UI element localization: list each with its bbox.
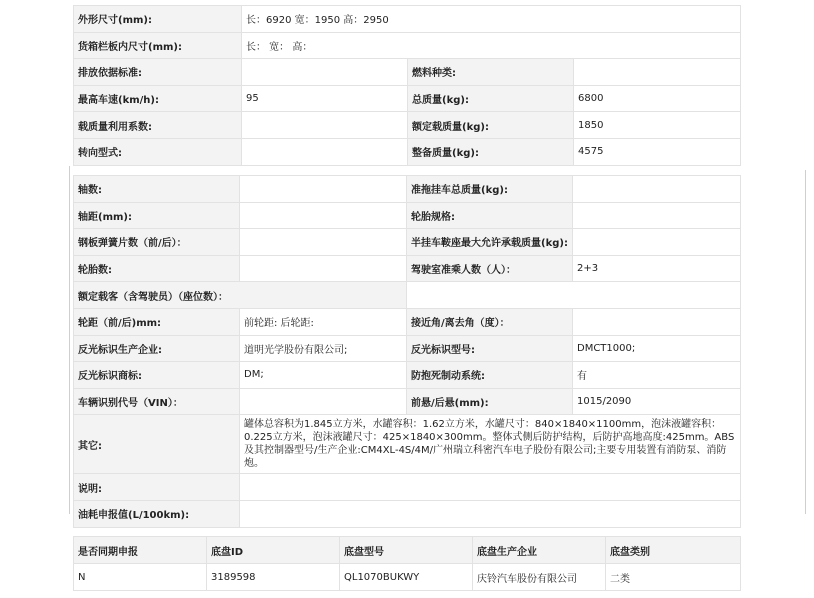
spec-value: DM; (240, 362, 407, 389)
spec-label: 油耗申报值(L/100km): (74, 500, 240, 527)
chassis-data-row (74, 564, 741, 591)
spec-label: 说明: (74, 474, 240, 501)
spec-row (74, 474, 741, 501)
spec-row (74, 32, 741, 59)
spec-row (74, 362, 741, 389)
spec-row (74, 500, 741, 527)
spec-value (240, 255, 407, 282)
chassis-cell: 3189598 (207, 564, 340, 591)
spec-value: DMCT1000; (573, 335, 741, 362)
spec-value (573, 202, 741, 229)
spec-row (74, 415, 741, 474)
chassis-cell: N (74, 564, 207, 591)
vehicle-spec-table-top (73, 5, 741, 166)
spec-value: 6800 (574, 85, 741, 112)
spec-row (74, 138, 741, 165)
spec-label: 额定载质量(kg): (408, 112, 574, 139)
chassis-cell: 二类 (606, 564, 741, 591)
spec-label: 轴数: (74, 176, 240, 203)
chassis-cell: 庆铃汽车股份有限公司 (473, 564, 606, 591)
spec-value: 罐体总容积为1.845立方米，水罐容积：1.62立方米，水罐尺寸：840×1840×1100mm，泡沫液罐容积：0.225立方米，泡沫液罐尺寸：425×1840×300mm。整体式侧后防护结构，后防护高地高度:425mm。ABS及其控制器型号/生产企业:CM4XL-4S/4M/广州瑞立科密汽车电子股份有限公司;主要专用装置有消防泵、消防炮。 (240, 415, 741, 474)
spec-label: 货箱栏板内尺寸(mm): (74, 32, 242, 59)
chassis-header: 底盘型号 (340, 537, 473, 564)
spec-value: 1015/2090 (573, 388, 741, 415)
spec-row (74, 6, 741, 33)
chassis-header: 底盘类别 (606, 537, 741, 564)
spec-value: 有 (573, 362, 741, 389)
spec-value (240, 388, 407, 415)
section-divider (73, 166, 740, 175)
frame-line-right (805, 170, 806, 514)
spec-label: 接近角/离去角（度）： (407, 308, 573, 335)
spec-label: 驾驶室准乘人数（人）： (407, 255, 573, 282)
spec-value: 2+3 (573, 255, 741, 282)
spec-row (74, 112, 741, 139)
spec-label: 反光标识型号: (407, 335, 573, 362)
spec-label: 外形尺寸(mm): (74, 6, 242, 33)
spec-value (242, 112, 408, 139)
spec-label: 整备质量(kg): (408, 138, 574, 165)
spec-row (74, 59, 741, 86)
spec-value (240, 229, 407, 256)
spec-value (240, 176, 407, 203)
chassis-header-row (74, 537, 741, 564)
spec-label: 反光标识商标: (74, 362, 240, 389)
spec-label: 轮胎数: (74, 255, 240, 282)
spec-value (573, 308, 741, 335)
vehicle-spec-table-bottom (73, 175, 741, 528)
spec-row (74, 335, 741, 362)
spec-value (240, 500, 741, 527)
spec-value: 4575 (574, 138, 741, 165)
chassis-header: 是否同期申报 (74, 537, 207, 564)
spec-value (240, 474, 741, 501)
spec-label: 转向型式: (74, 138, 242, 165)
spec-label: 轮距（前/后)mm: (74, 308, 240, 335)
spec-label: 准拖挂车总质量(kg): (407, 176, 573, 203)
spec-row (74, 176, 741, 203)
spec-label: 最高车速(km/h): (74, 85, 242, 112)
spec-row (74, 308, 741, 335)
chassis-cell: QL1070BUKWY (340, 564, 473, 591)
spec-label: 燃料种类: (408, 59, 574, 86)
spec-label: 排放依据标准: (74, 59, 242, 86)
spec-row (74, 255, 741, 282)
spec-value: 长：6920 宽：1950 高：2950 (242, 6, 741, 33)
frame-line-left (69, 166, 70, 514)
spec-value: 长： 宽： 高： (242, 32, 741, 59)
chassis-header: 底盘生产企业 (473, 537, 606, 564)
spec-label: 前悬/后悬(mm): (407, 388, 573, 415)
spec-value: 1850 (574, 112, 741, 139)
spec-value (573, 229, 741, 256)
spec-row (74, 229, 741, 256)
spec-row (74, 85, 741, 112)
spec-value: 前轮距: 后轮距: (240, 308, 407, 335)
spec-row (74, 388, 741, 415)
spec-value (242, 59, 408, 86)
spec-row (74, 282, 741, 309)
chassis-table (73, 536, 741, 591)
spec-label: 钢板弹簧片数（前/后）： (74, 229, 240, 256)
spec-value (407, 282, 741, 309)
spec-label: 防抱死制动系统: (407, 362, 573, 389)
spec-label: 车辆识别代号（VIN）： (74, 388, 240, 415)
spec-label: 额定载客（含驾驶员）（座位数）： (74, 282, 407, 309)
spec-label: 载质量利用系数: (74, 112, 242, 139)
spec-value: 道明光学股份有限公司; (240, 335, 407, 362)
spec-value: 95 (242, 85, 408, 112)
spec-label: 轮胎规格: (407, 202, 573, 229)
spec-value (574, 59, 741, 86)
spec-value (573, 176, 741, 203)
chassis-header: 底盘ID (207, 537, 340, 564)
spec-value (242, 138, 408, 165)
spec-label: 总质量(kg): (408, 85, 574, 112)
spec-label: 半挂车鞍座最大允许承载质量(kg): (407, 229, 573, 256)
spec-label: 轴距(mm): (74, 202, 240, 229)
spec-label: 其它: (74, 415, 240, 474)
spec-value (240, 202, 407, 229)
spec-label: 反光标识生产企业: (74, 335, 240, 362)
spec-row (74, 202, 741, 229)
